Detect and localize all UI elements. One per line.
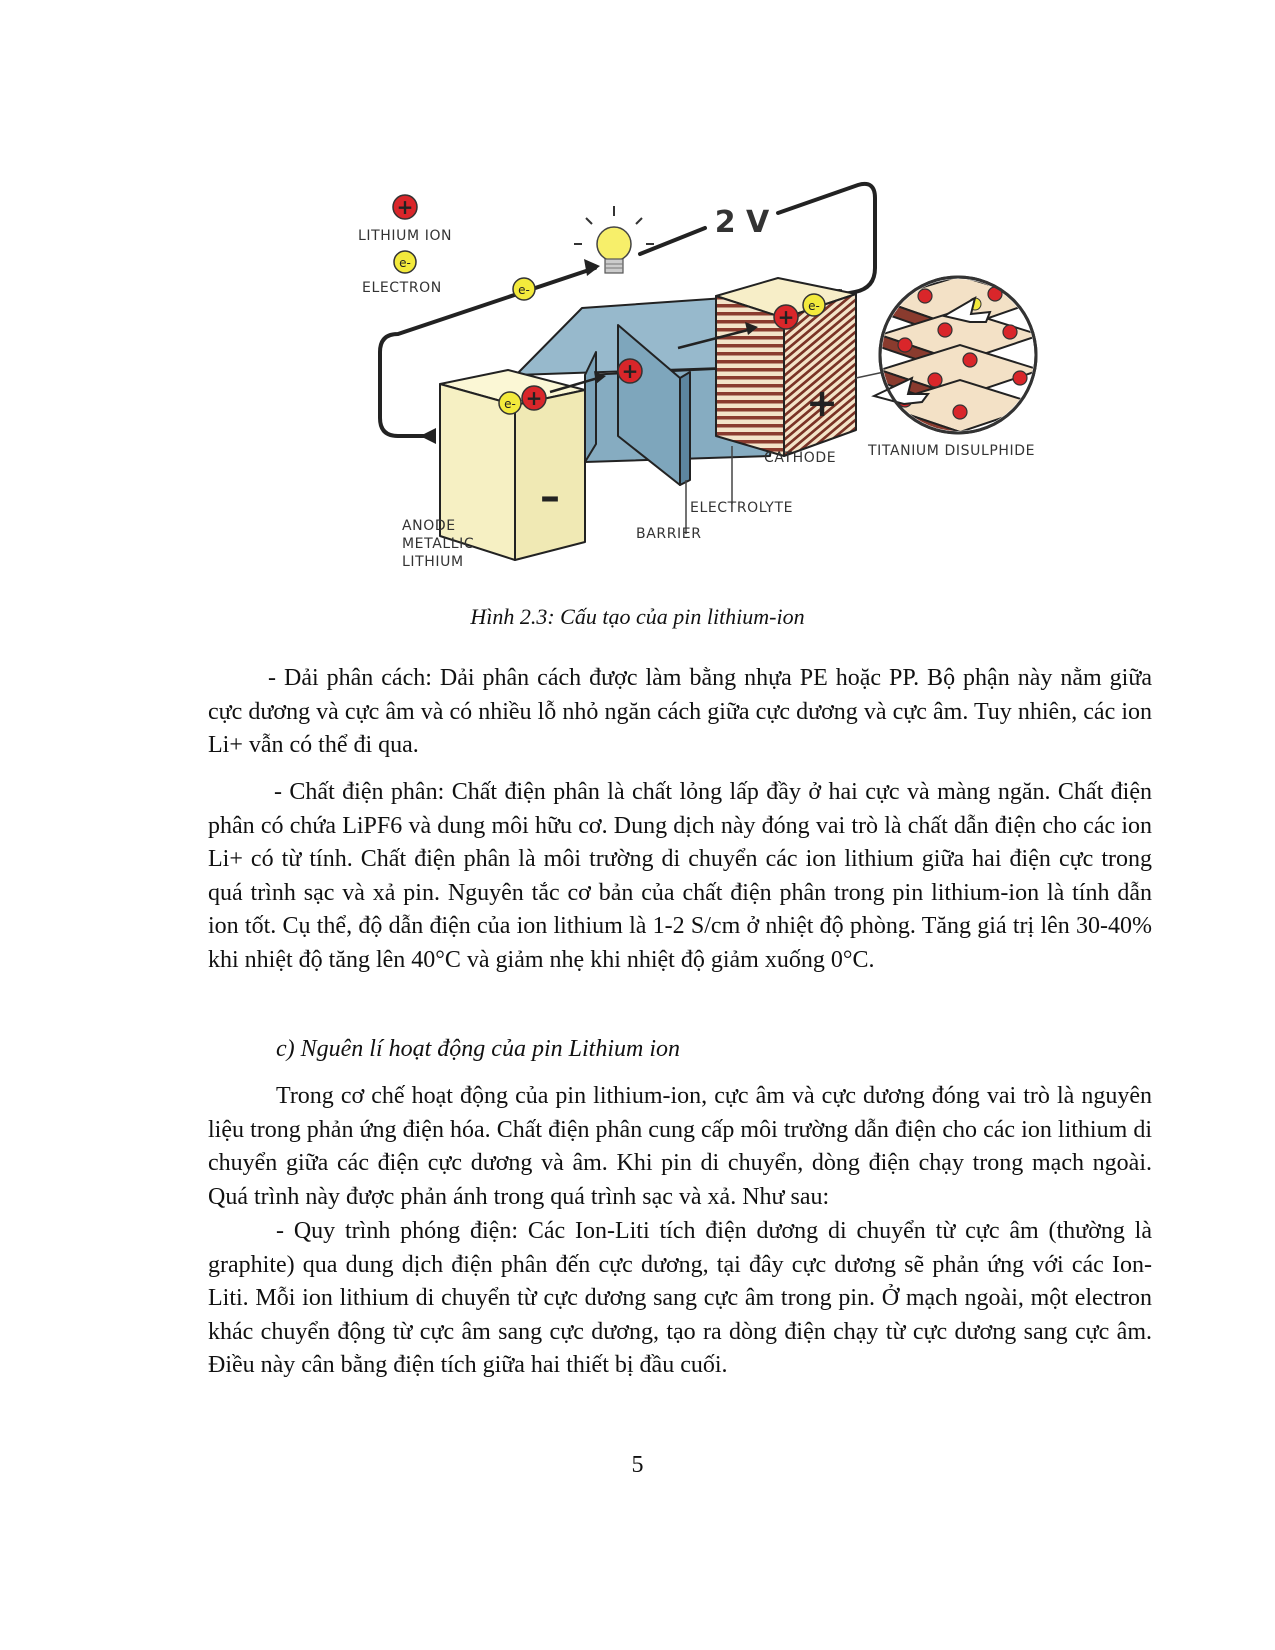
cathode-ion-plus: + (777, 305, 795, 329)
wire-arrow-right (584, 259, 600, 276)
paragraph-electrolyte: - Chất điện phân: Chất điện phân là chất lỏng lấp đầy ở hai cực và màng ngăn. Chất điện phân có chứa LiPF6 và dung môi hữu cơ. Dung dịch này đóng vai trò là chất dẫn điện cho các ion Li+ có từ tính. Chất điện phân là môi trường di chuyển các ion lithium giữa hai điện cực trong quá trình sạc và xả pin. Nguyên tắc cơ bản của chất điện phân trong pin lithium-ion là tính dẫn ion tốt. Cụ thể, độ dẫn điện của ion lithium là 1-2 S/cm ở nhiệt độ phòng. Tăng giá trị lên 30-40% khi nhiệt độ tăng lên 40°C và giảm nhẹ khi nhiệt độ giảm xuống 0°C. (208, 779, 1152, 973)
page-number: 5 (631, 1452, 644, 1478)
figure-caption: Hình 2.3: Cấu tạo của pin lithium-ion (470, 604, 805, 629)
legend-plus: + (396, 195, 414, 219)
label-cathode: CATHODE (764, 450, 837, 466)
label-anode-lithium: LITHIUM (402, 554, 464, 570)
paragraph-operation: Trong cơ chế hoạt động của pin lithium-ion, cực âm và cực dương đóng vai trò là nguyên liệu trong phản ứng điện hóa. Chất điện phân cung cấp môi trường dẫn điện cho các ion lithium di chuyển giữa các điện cực dương và âm. Khi pin di chuyển, dòng điện chạy trong mạch ngoài. Quá trình này được phản ánh trong quá trình sạc và xả. Như sau: (208, 1083, 1152, 1210)
voltage-label: 2 V (714, 205, 770, 240)
wire-arrow-left (420, 428, 436, 444)
battery-diagram (0, 0, 1275, 600)
label-anode: ANODE (402, 518, 456, 534)
legend-e: e- (399, 256, 411, 270)
barrier-ion-plus: + (621, 359, 639, 383)
label-electrolyte: ELECTROLYTE (690, 500, 794, 516)
cathode-electron-e: e- (808, 299, 820, 313)
paragraph-separator: - Dải phân cách: Dải phân cách được làm bằng nhựa PE hoặc PP. Bộ phận này nằm giữa cực dương và cực âm và có nhiều lỗ nhỏ ngăn cách giữa cực dương và cực âm. Tuy nhiên, các ion Li+ vẫn có thể đi qua. (208, 665, 1152, 759)
paragraph-discharge: - Quy trình phóng điện: Các Ion-Liti tích điện dương di chuyển từ cực âm (thường là graphite) qua dung dịch điện phân đến cực dương, tại đây cực dương sẽ phản ứng với các Ion-Liti. Mỗi ion lithium di chuyển từ cực dương sang cực âm trong pin. Ở mạch ngoài, một electron khác chuyển động từ cực âm sang cực dương, tạo ra dòng điện chạy từ cực dương sang cực âm. Điều này cân bằng điện tích giữa hai thiết bị đầu cuối. (208, 1218, 1152, 1379)
label-barrier: BARRIER (636, 526, 702, 542)
titanium-leader (856, 372, 884, 378)
legend (358, 195, 452, 296)
titanium-magnifier (874, 276, 1040, 444)
label-titanium: TITANIUM DISULPHIDE (868, 443, 1036, 459)
wire-electron-e: e- (518, 283, 530, 297)
cathode-plus: + (806, 381, 838, 425)
section-heading: c) Nguên lí hoạt động của pin Lithium ion (276, 1036, 680, 1062)
label-anode-metallic: METALLIC (402, 536, 475, 552)
legend-electron: ELECTRON (362, 280, 442, 296)
legend-lithium-ion: LITHIUM ION (358, 228, 453, 244)
anode-minus: – (540, 474, 560, 520)
anode-ion-plus: + (525, 386, 543, 410)
anode-electron-e: e- (504, 397, 516, 411)
